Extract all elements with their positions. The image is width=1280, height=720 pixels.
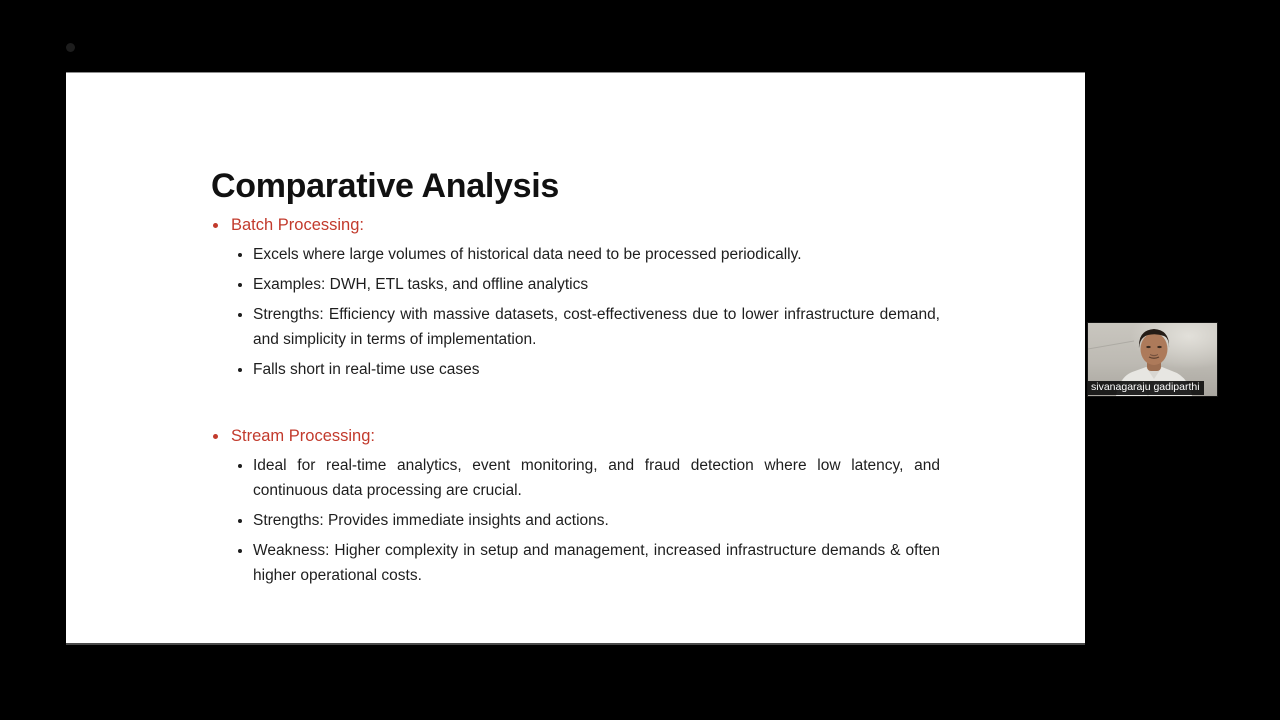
slide-content [66, 73, 1085, 588]
bullet-item-text: Ideal for real-time analytics, event monitoring, and fraud detection where low latency, and continuous data processing are crucial. [253, 457, 940, 499]
section-heading [211, 214, 940, 236]
black-bullet-icon [238, 464, 242, 468]
black-bullet-icon [238, 368, 242, 372]
black-bullet-icon [238, 283, 242, 287]
section-heading [211, 425, 940, 447]
participant-video-thumbnail[interactable] [1088, 323, 1217, 396]
slide-sections [211, 214, 940, 588]
slide-section [211, 214, 940, 382]
participant-name-label: sivanagaraju gadiparthi [1088, 381, 1204, 395]
black-bullet-icon [238, 253, 242, 257]
black-bullet-icon [238, 313, 242, 317]
bullet-list-item [211, 538, 940, 588]
video-artifact-dot [66, 43, 75, 52]
bullet-list-item [211, 272, 940, 297]
black-bullet-icon [238, 549, 242, 553]
bullet-list-item [211, 302, 940, 352]
bullet-item-text: Weakness: Higher complexity in setup and management, increased infrastructure demands & often higher operational costs. [253, 542, 940, 584]
black-bullet-icon [238, 519, 242, 523]
section-bullet-list [211, 453, 940, 588]
shared-screen-slide [66, 72, 1085, 645]
bullet-list-item [211, 508, 940, 533]
red-bullet-icon [213, 223, 218, 228]
bullet-list-item [211, 453, 940, 503]
bullet-list-item [211, 242, 940, 267]
section-heading-text: Batch Processing: [231, 216, 364, 234]
slide-title: Comparative Analysis [211, 167, 559, 205]
bullet-item-text: Examples: DWH, ETL tasks, and offline analytics [253, 276, 589, 293]
slide-section [211, 425, 940, 588]
person-face [1141, 333, 1168, 365]
red-bullet-icon [213, 434, 218, 439]
section-bullet-list [211, 242, 940, 382]
bullet-item-text: Strengths: Efficiency with massive datasets, cost-effectiveness due to lower infrastructure demand, and simplicity in terms of implementation. [253, 306, 940, 348]
bullet-item-text: Strengths: Provides immediate insights and actions. [253, 512, 609, 529]
bullet-item-text: Falls short in real-time use cases [253, 361, 480, 378]
section-heading-text: Stream Processing: [231, 427, 375, 445]
bullet-list-item [211, 357, 940, 382]
bullet-item-text: Excels where large volumes of historical data need to be processed periodically. [253, 246, 802, 263]
